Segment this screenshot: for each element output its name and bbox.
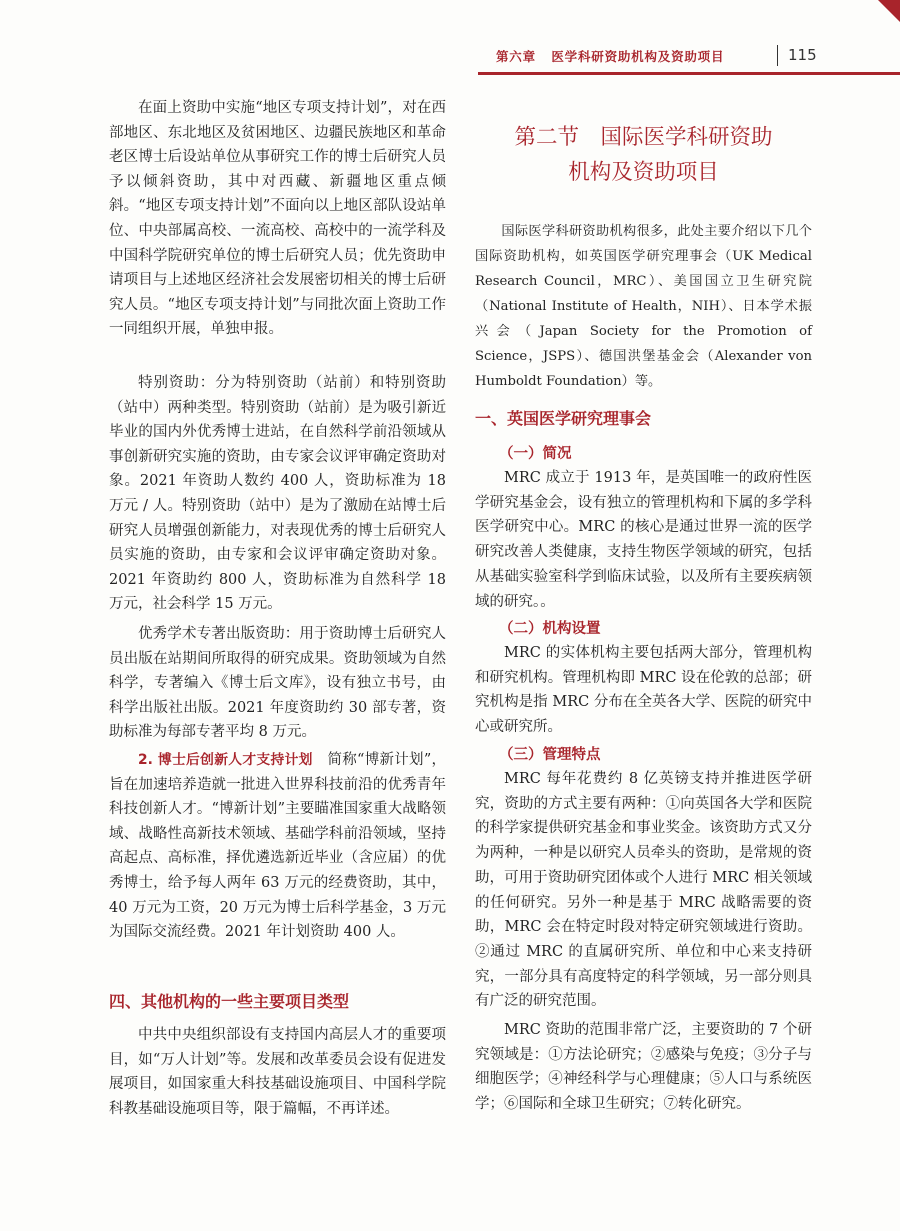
- paragraph-special-funding: 特别资助：分为特别资助（站前）和特别资助（站中）两种类型。特别资助（站前）是为吸引新近毕业的国内外优秀博士进站，在自然科学前沿领域从事创新研究实施的资助，由专家会议评审确定资助对象。2021 年资助人数约 400 人，资助标准为 18 万元 / 人。特别资助（站中）是为了激励在站博士后研究人员增强创新能力，对表现优秀的博士后研究人员实施的资助，由专家和会议评审确定资助对象。2021 年资助约 800 人，资助标准为自然科学 18 万元，社会科学 15 万元。: [109, 375, 446, 613]
- page-header: [490, 42, 870, 72]
- heading-uk-mrc: 一、英国医学研究理事会: [475, 409, 652, 428]
- runin-heading-boxin: 2. 博士后创新人才支持计划: [138, 752, 313, 768]
- paragraph-mrc-funding: MRC 每年花费约 8 亿英镑支持并推进医学研究，资助的方式主要有两种：①向英国各大学和医院的科学家提供研究基金和事业奖金。该资助方式又分为两种，一种是以研究人员牵头的资助，是常规的资助，可用于资助研究团体或个人进行 MRC 相关领域的任何研究。另外一种是基于 MRC 战略需要的资助，MRC 会在特定时段对特定研究领域进行资助。②通过 MRC 的直属研究所、单位和中心来支持研究，一部分具有高度特定的科学领域，另一部分则具有广泛的研究范围。: [475, 771, 812, 1010]
- section-title-line2: 机构及资助项目: [568, 160, 719, 185]
- running-head: [496, 47, 724, 65]
- paragraph-boxin-plan: [109, 748, 446, 945]
- paragraph-mrc-overview: MRC 成立于 1913 年，是英国唯一的政府性医学研究基金会，设有独立的管理机构和下属的多学科医学研究中心。MRC 的核心是通过世界一流的医学研究改善人类健康，支持生物医学领域的研究，包括从基础实验室科学到临床试验，以及所有主要疾病领域的研究。。: [475, 470, 812, 610]
- paragraph-regional-support: 在面上资助中实施“地区专项支持计划”，对在西部地区、东北地区及贫困地区、边疆民族地区和革命老区博士后设站单位从事研究工作的博士后研究人员予以倾斜资助，其中对西藏、新疆地区重点倾斜。“地区专项支持计划”不面向以上地区部队设站单位、中央部属高校、一流高校、高校中的一流学科及中国科学院研究单位的博士后研究人员；优先资助申请项目与上述地区经济社会发展密切相关的博士后研究人员。“地区专项支持计划”与同批次面上资助工作一同组织开展，单独申报。: [109, 100, 446, 338]
- page-number: 115: [788, 46, 817, 64]
- heading-overview: （一）简况: [499, 446, 572, 462]
- heading-other-institutions: 四、其他机构的一些主要项目类型: [109, 992, 350, 1011]
- paragraph-mrc-structure: MRC 的实体机构主要包括两大部分，管理机构和研究机构。管理机构即 MRC 设在伦敦的总部；研究机构是指 MRC 分布在全英各大学、医院的研究中心或研究所。: [475, 645, 812, 736]
- paragraph-monograph-funding: 优秀学术专著出版资助：用于资助博士后研究人员出版在站期间所取得的研究成果。资助领域为自然科学，专著编入《博士后文库》，设有独立书号，由科学出版社出版。2021 年度资助约 30 部专著，资助标准为每部专著平均 8 万元。: [109, 626, 446, 741]
- chapter-label: 第六章: [496, 49, 536, 64]
- header-separator: [777, 45, 778, 66]
- paragraph-mrc-areas: MRC 资助的范围非常广泛，主要资助的 7 个研究领域是：①方法论研究；②感染与免疫；③分子与细胞医学；④神经科学与心理健康；⑤人口与系统医学；⑥国际和全球卫生研究；⑦转化研究。: [475, 1022, 812, 1113]
- paragraph-other-institutions: 中共中央组织部设有支持国内高层人才的重要项目，如“万人计划”等。发展和改革委员会设有促进发展项目，如国家重大科技基础设施项目、中国科学院科教基础设施项目等，限于篇幅，不再详述。: [109, 1027, 446, 1117]
- section-title-line1: 第二节 国际医学科研资助: [514, 125, 773, 150]
- header-rule: [478, 72, 900, 75]
- heading-management: （三）管理特点: [499, 747, 601, 763]
- paragraph-intro: 国际医学科研资助机构很多，此处主要介绍以下几个国际资助机构，如英国医学研究理事会（UK Medical Research Council，MRC）、美国国立卫生研究院（National Institute of Health，NIH）、日本学术振兴会（Japan Society for the Promotion of Science，JSPS）、德国洪堡基金会（Alexander von Humboldt Foundation）等。: [475, 224, 812, 389]
- chapter-title: 医学科研资助机构及资助项目: [551, 49, 725, 64]
- heading-structure: （二）机构设置: [499, 621, 601, 637]
- boxin-body: 简称“博新计划”，旨在加速培养造就一批进入世界科技前沿的优秀青年科技创新人才。“博新计划”主要瞄准国家重大战略领域、战略性高新技术领域、基础学科前沿领域，坚持高起点、高标准，择优遴选新近毕业（含应届）的优秀博士，给予每人两年 63 万元的经费资助，其中，40 万元为工资，20 万元为博士后科学基金，3 万元为国际交流经费。2021 年计划资助 400 人。: [109, 752, 446, 941]
- corner-tab: [878, 0, 900, 22]
